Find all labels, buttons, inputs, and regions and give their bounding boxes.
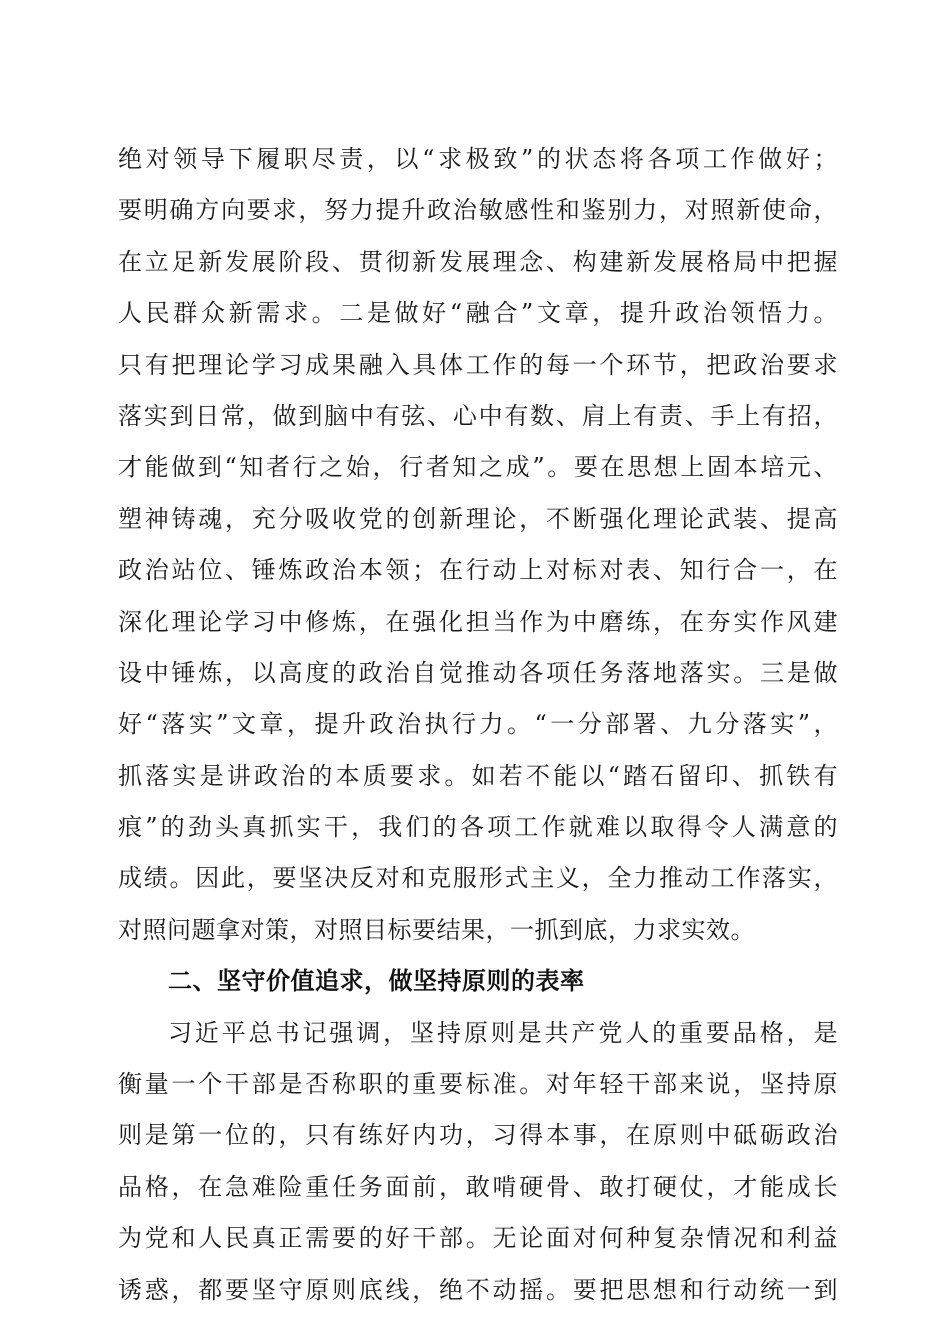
text-line: 要明确方向要求，努力提升政治敏感性和鉴别力，对照新使命， [118, 196, 838, 225]
text-line: 落实到日常，做到脑中有弦、心中有数、肩上有责、手上有招， [118, 401, 838, 430]
text-line: 绝对领导下履职尽责，以“求极致”的状态将各项工作做好； [118, 145, 838, 173]
text-line: 诱惑，都要坚守原则底线，绝不动摇。要把思想和行动统一到 [118, 1275, 838, 1304]
document-body [118, 134, 838, 1316]
text-line: 只有把理论学习成果融入具体工作的每一个环节，把政治要求 [118, 350, 838, 379]
text-line: 对照问题拿对策，对照目标要结果，一抓到底，力求实效。 [118, 915, 755, 944]
text-line: 为党和人民真正需要的好干部。无论面对何种复杂情况和利益 [118, 1224, 838, 1253]
text-line: 品格，在急难险重任务面前，敢啃硬骨、敢打硬仗，才能成长 [118, 1172, 838, 1201]
text-line: 政治站位、锤炼政治本领；在行动上对标对表、知行合一，在 [118, 556, 838, 585]
text-line: 在立足新发展阶段、贯彻新发展理念、构建新发展格局中把握 [118, 247, 838, 276]
text-line: 痕”的劲头真抓实干，我们的各项工作就难以取得令人满意的 [118, 813, 838, 842]
text-line: 抓落实是讲政治的本质要求。如若不能以“踏石留印、抓铁有 [118, 761, 838, 790]
text-line: 人民群众新需求。二是做好“融合”文章，提升政治领悟力。 [118, 299, 838, 328]
text-line: 才能做到“知者行之始，行者知之成”。要在思想上固本培元、 [118, 453, 838, 482]
text-line: 设中锤炼，以高度的政治自觉推动各项任务落地落实。三是做 [118, 658, 838, 687]
text-line: 深化理论学习中修炼，在强化担当作为中磨练，在夯实作风建 [118, 607, 838, 636]
text-line: 衡量一个干部是否称职的重要标准。对年轻干部来说，坚持原 [118, 1070, 838, 1099]
text-line: 好“落实”文章，提升政治执行力。“一分部署、九分落实”， [118, 710, 838, 739]
section-heading: 二、坚守价值追求，做坚持原则的表率 [168, 967, 585, 996]
text-line: 成绩。因此，要坚决反对和克服形式主义，全力推动工作落实， [118, 864, 838, 893]
text-line: 塑神铸魂，充分吸收党的创新理论，不断强化理论武装、提高 [118, 504, 838, 533]
text-line: 习近平总书记强调，坚持原则是共产党人的重要品格，是 [168, 1018, 838, 1047]
text-line: 则是第一位的，只有练好内功，习得本事，在原则中砥砺政治 [118, 1121, 838, 1150]
